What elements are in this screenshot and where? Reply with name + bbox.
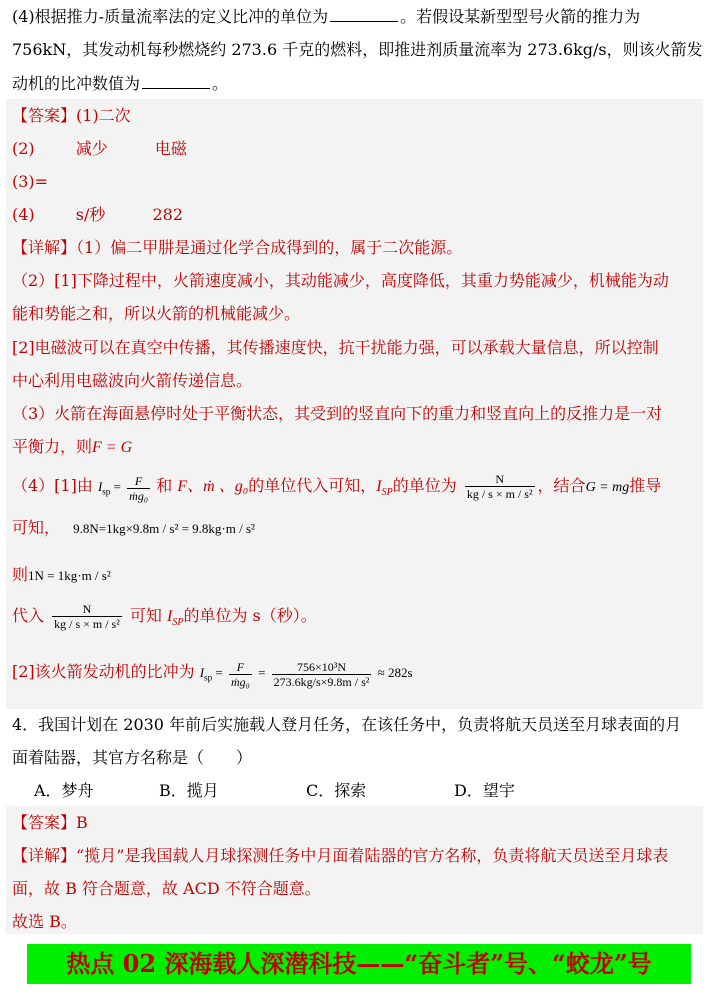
answer-line-4 — [12, 205, 183, 225]
detail-text: 可知， — [12, 518, 61, 537]
detail-line-10 — [12, 565, 111, 586]
answer-value: 282 — [152, 205, 184, 224]
fraction — [229, 660, 252, 689]
formula-isp-definition — [97, 473, 156, 503]
fraction-denominator: kg / s × m / s² — [54, 617, 120, 631]
formula-f-equals-g: F = G — [92, 439, 133, 456]
fraction-numerator: F — [236, 659, 245, 674]
formula-symbol: I — [199, 665, 205, 680]
answer-tag: 【答案】 — [12, 813, 77, 832]
answer-number: (4) — [12, 205, 35, 224]
answer-blank — [142, 73, 210, 89]
answer-line-2 — [12, 139, 187, 159]
formula-symbol: I — [97, 479, 103, 494]
detail2-line-1 — [12, 846, 668, 866]
detail-text: （1）偏二甲肼是通过化学合成得到的，属于二次能源。 — [76, 238, 463, 257]
fraction-denominator: ṁg₀ — [230, 674, 250, 689]
answer-line-3: (3)= — [12, 172, 49, 191]
detail-line-12 — [12, 652, 413, 698]
formula-equals: = — [113, 479, 121, 494]
detail-text: 和 — [156, 476, 173, 495]
q4-part-line2: 756kN，其发动机每秒燃烧约 273.6 千克的燃料，即推进剂质量流率为 273.6kg/s，则该火箭发 — [12, 40, 703, 59]
formula-unit-derivation: 9.8N=1kg×9.8m / s² = 9.8kg·m / s² — [73, 521, 255, 536]
detail-line-1 — [12, 238, 462, 258]
q4-part-text: (4)根据推力-质量流率法的定义比冲的单位为 — [12, 7, 329, 26]
option-b: B．揽月 — [159, 781, 219, 800]
detail-text: [2]该火箭发动机的比冲为 — [12, 662, 195, 681]
question-stem-line2: 面着陆器，其官方名称是（ ） — [12, 748, 253, 767]
detail-text: 的单位为 s（秒）。 — [183, 606, 317, 625]
detail-text: 的单位代入可知， — [248, 476, 377, 495]
detail-line-8 — [12, 466, 661, 513]
formula-specific-impulse: $I_{sp}$ = $\frac{F}{\text{ṁg₀}}$ = $\frac{\text{756×10³N}}{\text{273.6kg/s×9.8m / s²}}$ ≈ 282s — [199, 659, 413, 689]
detail-line-6: （3）火箭在海面悬停时处于平衡状态，其受到的竖直向下的重力和竖直向上的反推力是一对 — [12, 404, 663, 423]
answer-line — [12, 813, 88, 833]
fraction-numerator: N — [82, 602, 92, 616]
fraction-denominator: ṁg₀ — [129, 488, 148, 503]
answer-number: (2) — [12, 139, 35, 158]
formula-subscript: SP — [172, 617, 184, 629]
answer-blank — [330, 6, 398, 22]
answer-detail-block-2 — [6, 806, 703, 934]
formula-result: ≈ 282s — [377, 665, 413, 680]
formula-g-equals-mg: G = mg — [585, 480, 630, 495]
answer-value: 电磁 — [154, 139, 187, 158]
fraction — [272, 660, 372, 689]
detail-line-5: 中心利用电磁波向火箭传递信息。 — [12, 371, 253, 390]
detail-line-11 — [12, 596, 317, 643]
fraction — [127, 474, 150, 503]
detail-tag: 【详解】 — [12, 238, 77, 257]
option-c: C．探索 — [306, 781, 367, 800]
q4-part-line1 — [12, 6, 640, 27]
unit-fraction — [465, 472, 535, 501]
q4-part-text: 。若假设某新型型号火箭的推力为 — [400, 7, 641, 26]
detail-line-7 — [12, 437, 132, 458]
detail-text: （4）[1]由 — [12, 476, 93, 495]
answer-value: (1)二次 — [76, 106, 131, 125]
answer-line-1 — [12, 106, 131, 126]
detail-text: ，结合 — [537, 476, 586, 495]
detail2-line-2: 面，故 B 符合题意，故 ACD 不符合题意。 — [12, 879, 321, 898]
formula-subscript: sp — [102, 486, 111, 497]
formula-subscript: SP — [381, 487, 393, 499]
detail-text: 代入 — [12, 606, 45, 625]
detail-line-9 — [12, 518, 255, 539]
question-options — [34, 781, 515, 801]
q4-part-text: 动机的比冲数值为 — [12, 74, 141, 93]
detail-line-2: （2）[1]下降过程中，火箭速度减小，其动能减少，高度降低，其重力势能减少，机械能为动 — [12, 271, 669, 290]
detail-text: 推导 — [629, 476, 662, 495]
formula-symbols: F、ṁ 、g₀ — [177, 478, 249, 495]
option-a: A．梦舟 — [34, 781, 94, 800]
answer-value: s/秒 — [75, 205, 106, 224]
detail-line-3: 能和势能之和，所以火箭的机械能减少。 — [12, 304, 301, 323]
answer-tag: 【答案】 — [12, 106, 77, 125]
detail-text: 则 — [12, 565, 29, 584]
option-d: D．望宇 — [454, 781, 515, 800]
fraction-numerator: 756×10³N — [297, 659, 347, 674]
formula-symbol: I — [376, 478, 382, 495]
answer-value: 减少 — [75, 139, 108, 158]
fraction-denominator: 273.6kg/s×9.8m / s² — [273, 674, 370, 689]
detail2-line-3: 故选 B。 — [12, 912, 77, 931]
unit-fraction — [52, 602, 122, 631]
answer-value: B — [76, 813, 88, 832]
hot-topic-banner: 热点 02 深海载人深潜科技——“奋斗者”号、“蛟龙”号 — [27, 944, 691, 984]
formula-symbol: I — [167, 608, 173, 625]
fraction-numerator: N — [495, 472, 505, 486]
q4-part-line3 — [12, 73, 228, 94]
fraction-denominator: kg / s × m / s² — [466, 487, 533, 501]
detail-text: 的单位为 — [392, 476, 457, 495]
detail-tag: 【详解】 — [12, 846, 77, 865]
question-stem-line1: 4．我国计划在 2030 年前后实施载人登月任务，在该任务中，负责将航天员送至月球表面的月 — [12, 715, 682, 734]
formula-subscript: sp — [204, 672, 213, 683]
detail-line-4: [2]电磁波可以在真空中传播，其传播速度快，抗干扰能力强，可以承载大量信息，所以控制 — [12, 338, 659, 357]
q4-part-text: 。 — [212, 74, 229, 93]
fraction-numerator: F — [134, 473, 143, 488]
detail-text: 平衡力，则 — [12, 437, 93, 456]
detail-text: 可知 — [129, 606, 162, 625]
detail-text: “揽月”是我国载人月球探测任务中月面着陆器的官方名称，负责将航天员送至月球表 — [76, 846, 669, 865]
formula-newton-definition: 1N = 1kg·m / s² — [28, 568, 111, 583]
